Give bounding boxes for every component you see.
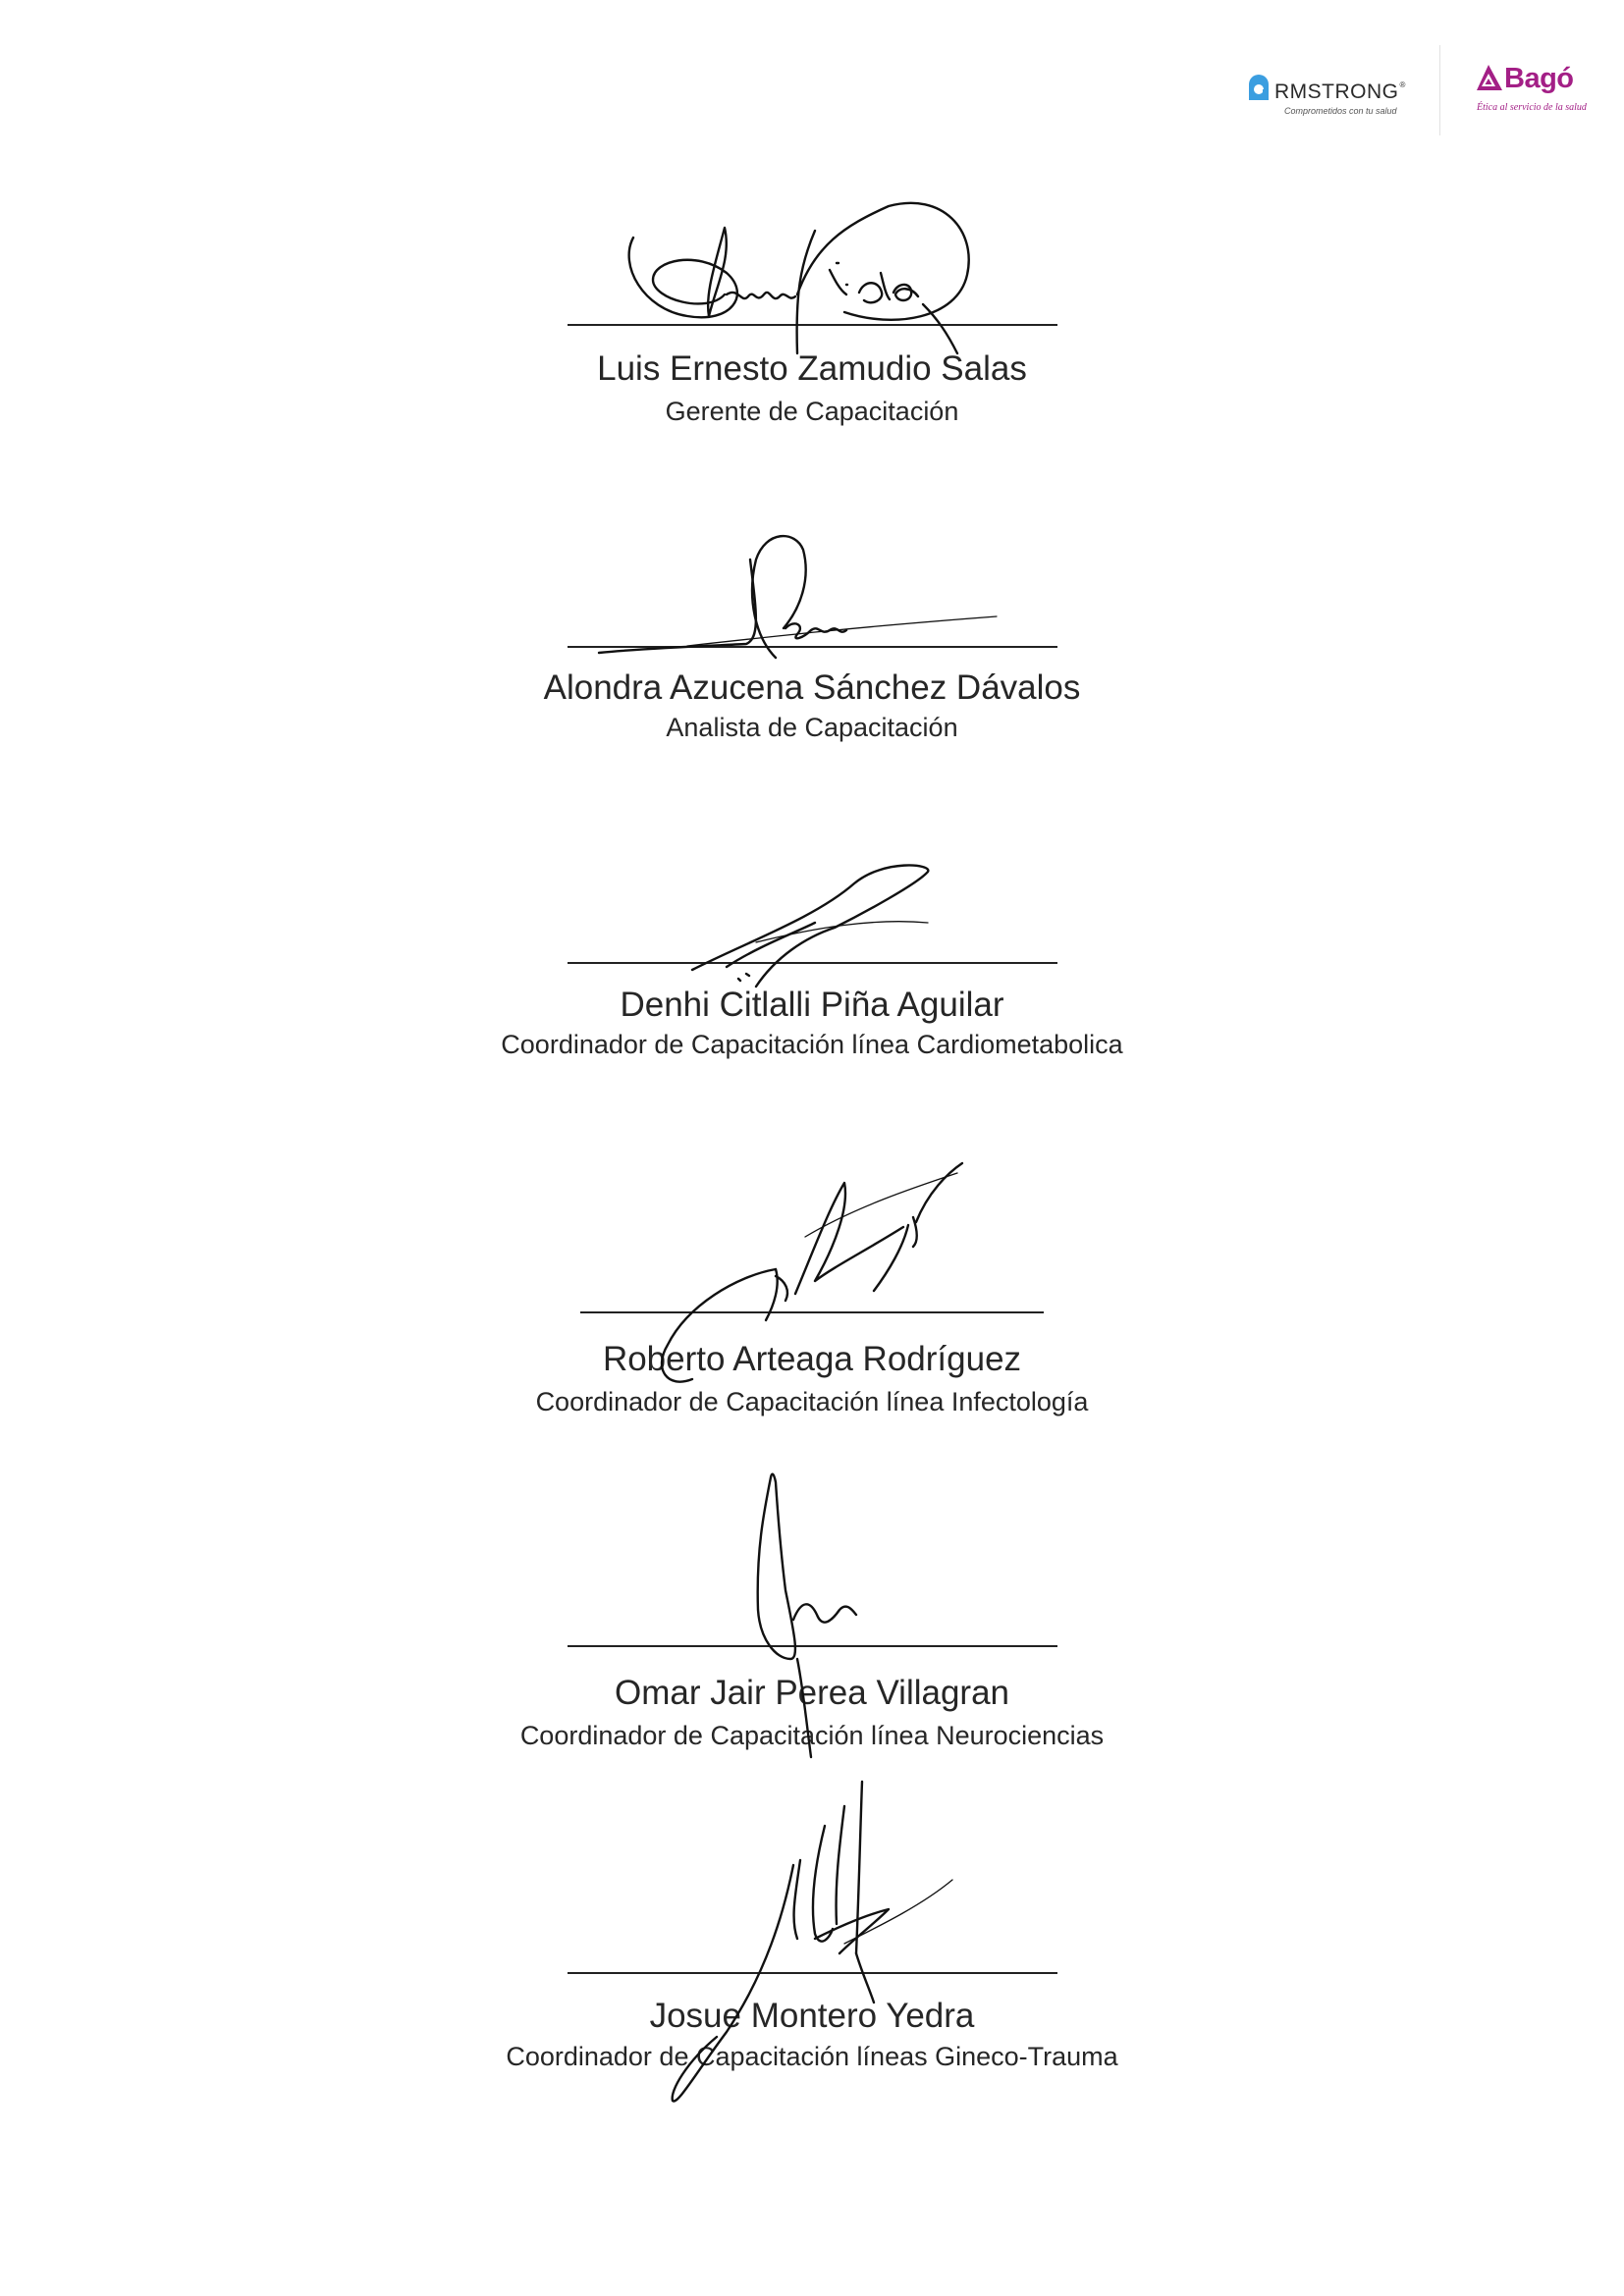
header-logos: [1239, 57, 1593, 135]
signature-line: [568, 646, 1057, 648]
signatory-role: Analista de Capacitación: [666, 713, 958, 742]
signatory-role: Coordinador de Capacitación línea Neurociencias: [519, 1721, 1105, 1750]
signature-5-drawing: [758, 1474, 856, 1757]
signatory-name: Roberto Arteaga Rodríguez: [602, 1340, 1022, 1378]
armstrong-wordmark: RMSTRONG®: [1274, 80, 1406, 103]
armstrong-logo: [1239, 65, 1416, 120]
signatory-name: Luis Ernesto Zamudio Salas: [597, 349, 1027, 388]
signature-3-drawing: [692, 865, 928, 987]
signatory-role: Gerente de Capacitación: [665, 397, 959, 426]
bago-logo: [1475, 59, 1602, 118]
signature-line: [568, 324, 1057, 326]
signatory-role: Coordinador de Capacitación línea Cardiometabolica: [501, 1030, 1123, 1059]
signature-1-drawing: [629, 203, 969, 353]
bago-wordmark: Bagó: [1504, 63, 1574, 94]
signatory-role: Coordinador de Capacitación línea Infectología: [535, 1387, 1089, 1416]
bago-tagline: Ética al servicio de la salud: [1477, 102, 1587, 113]
signature-line: [568, 1972, 1057, 1974]
logo-divider: [1439, 45, 1440, 135]
signatory-name: Josue Montero Yedra: [649, 1997, 975, 2035]
armstrong-logo-mark-icon: [1245, 71, 1272, 102]
signatory-name: Omar Jair Perea Villagran: [614, 1674, 1010, 1712]
signature-2-drawing: [599, 536, 997, 658]
signatory-name: Denhi Citlalli Piña Aguilar: [620, 986, 1004, 1024]
signature-line: [568, 1645, 1057, 1647]
bago-logo-mark-icon: [1475, 63, 1504, 92]
signature-line: [568, 962, 1057, 964]
signatory-role: Coordinador de Capacitación líneas Gineco-Trauma: [506, 2042, 1118, 2071]
signatory-name: Alondra Azucena Sánchez Dávalos: [543, 668, 1081, 707]
signature-line: [580, 1311, 1044, 1313]
armstrong-tagline: Comprometidos con tu salud: [1284, 106, 1397, 116]
